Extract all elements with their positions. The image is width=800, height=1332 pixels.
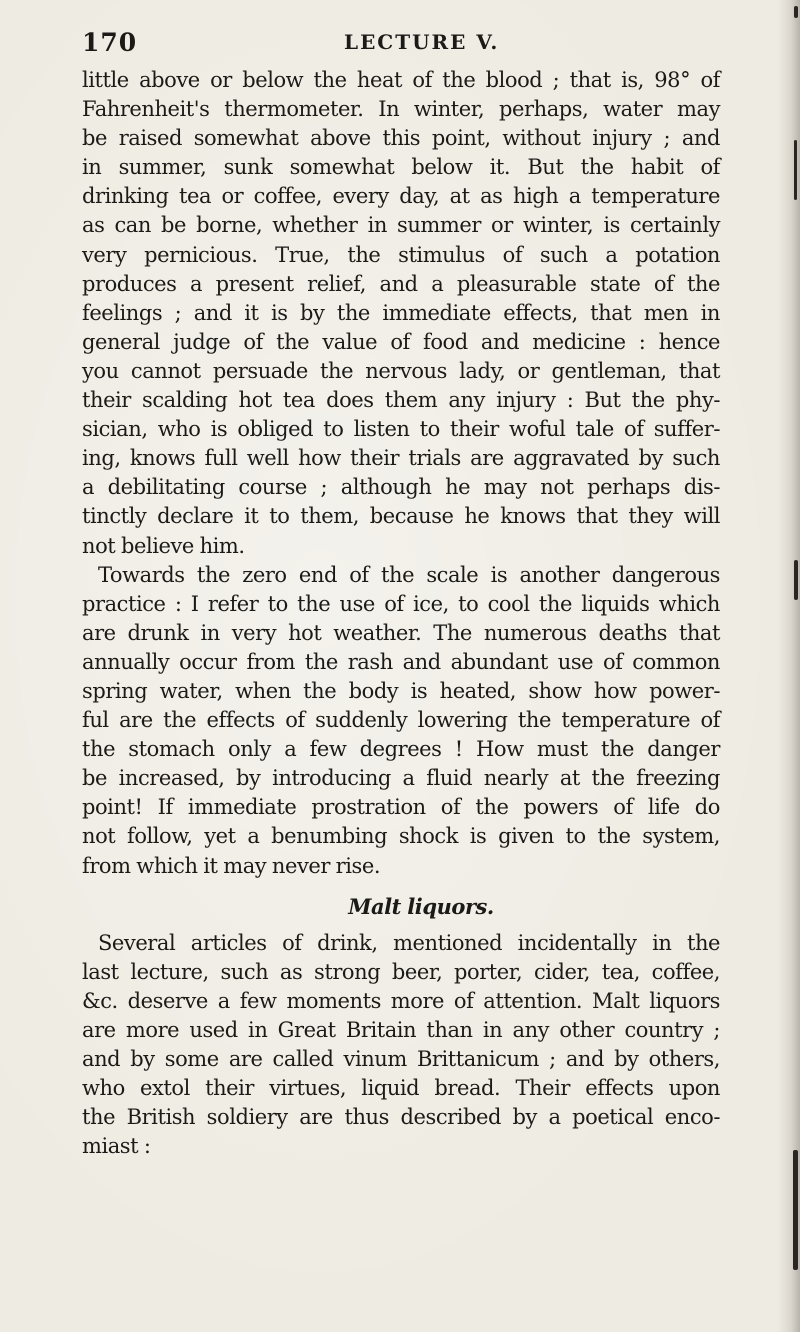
text-line: not believe him. (82, 533, 245, 558)
paragraph-2 (82, 561, 720, 881)
paragraph-1 (82, 66, 720, 561)
edge-mark (794, 560, 798, 600)
text-line: a debilitating course ; although he may not perhaps dis- (82, 475, 720, 500)
text-line: not follow, yet a benumbing shock is given to the system, (82, 824, 720, 849)
text-line: practice : I refer to the use of ice, to cool the liquids which (82, 591, 720, 616)
edge-mark (794, 6, 798, 18)
text-line: are drunk in very hot weather. The numerous deaths that (82, 620, 720, 645)
text-line: &c. deserve a few moments more of attention. Malt liquors (82, 988, 720, 1013)
text-line: last lecture, such as strong beer, porter, cider, tea, coffee, (82, 959, 720, 984)
text-line: miast : (82, 1134, 151, 1159)
page-edge-shadow (778, 0, 800, 1332)
edge-mark (794, 140, 797, 200)
running-title: LECTURE V. (344, 30, 500, 54)
edge-mark (793, 1150, 798, 1270)
text-line: Fahrenheit's thermometer. In winter, perhaps, water may (82, 97, 720, 122)
text-line: the stomach only a few degrees ! How must the danger (82, 737, 720, 762)
text-line: Towards the zero end of the scale is another dangerous (98, 562, 720, 587)
body-text (82, 66, 720, 1161)
text-line: very pernicious. True, the stimulus of such a potation (82, 242, 720, 267)
text-line: who extol their virtues, liquid bread. Their effects upon (82, 1076, 720, 1101)
text-line: as can be borne, whether in summer or winter, is certainly (82, 213, 720, 238)
text-line: sician, who is obliged to listen to their woful tale of suffer- (82, 417, 720, 442)
text-line: Several articles of drink, mentioned incidentally in the (98, 930, 720, 955)
text-line: spring water, when the body is heated, show how power- (82, 678, 720, 703)
text-line: point! If immediate prostration of the powers of life do (82, 795, 720, 820)
text-line: little above or below the heat of the blood ; that is, 98° of (82, 68, 720, 92)
text-line: in summer, sunk somewhat below it. But the habit of (82, 155, 720, 180)
text-line: annually occur from the rash and abundant use of common (82, 649, 720, 674)
text-line: from which it may never rise. (82, 853, 381, 878)
text-line: and by some are called vinum Brittanicum ; and by others, (82, 1047, 720, 1071)
text-line: general judge of the value of food and medicine : hence (82, 329, 720, 354)
text-line: ing, knows full well how their trials are aggravated by such (82, 446, 720, 471)
text-line: you cannot persuade the nervous lady, or gentleman, that (82, 358, 720, 383)
text-line: ful are the effects of suddenly lowering the temperature of (82, 708, 720, 733)
text-line: tinctly declare it to them, because he knows that they will (82, 504, 720, 529)
paragraph-3 (82, 929, 720, 1162)
text-line: feelings ; and it is by the immediate effects, that men in (82, 300, 720, 325)
section-heading: Malt liquors. (348, 893, 494, 919)
text-line: drinking tea or coffee, every day, at as high a temperature (82, 184, 720, 209)
text-line: produces a present relief, and a pleasurable state of the (82, 271, 720, 296)
text-line: be increased, by introducing a fluid nearly at the freezing (82, 766, 720, 791)
text-line: their scalding hot tea does them any injury : But the phy- (82, 388, 720, 413)
running-head (82, 28, 722, 58)
text-line: be raised somewhat above this point, without injury ; and (82, 126, 720, 151)
page-number: 170 (82, 28, 138, 57)
text-line: are more used in Great Britain than in any other country ; (82, 1017, 720, 1042)
text-line: the British soldiery are thus described by a poetical enco- (82, 1105, 720, 1130)
